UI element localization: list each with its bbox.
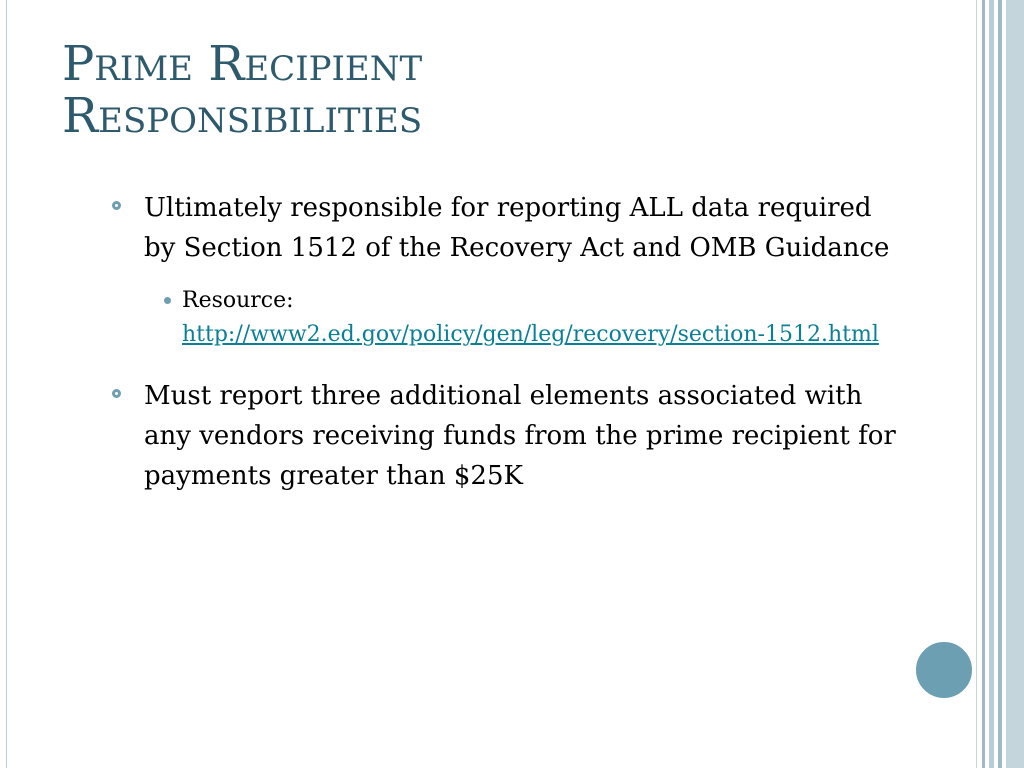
left-frame-line [6,0,7,768]
bullet-item-2 [108,376,898,496]
title-line-1: Prime Recipient [62,36,423,92]
slide-content [108,188,898,496]
bullet-item-1 [108,188,898,268]
dot-bullet-icon [164,297,171,304]
decorative-circle [913,639,975,701]
ring-bullet-icon [112,201,121,210]
bullet-text-2: Must report three additional elements associated with any vendors receiving funds from the prime recipient for payments greater than $25K [144,381,896,491]
sub-bullet-resource [146,284,898,352]
title-line-2: Responsibilities [62,88,423,144]
resource-link[interactable]: http://www2.ed.gov/policy/gen/leg/recovery/section-1512.html [182,322,879,347]
slide-title [62,38,942,142]
decorative-stripes [976,0,1024,768]
resource-label: Resource: [182,288,294,313]
ring-bullet-icon [112,389,121,398]
bullet-text-1: Ultimately responsible for reporting ALL data required by Section 1512 of the Recovery Act and OMB Guidance [144,193,890,263]
